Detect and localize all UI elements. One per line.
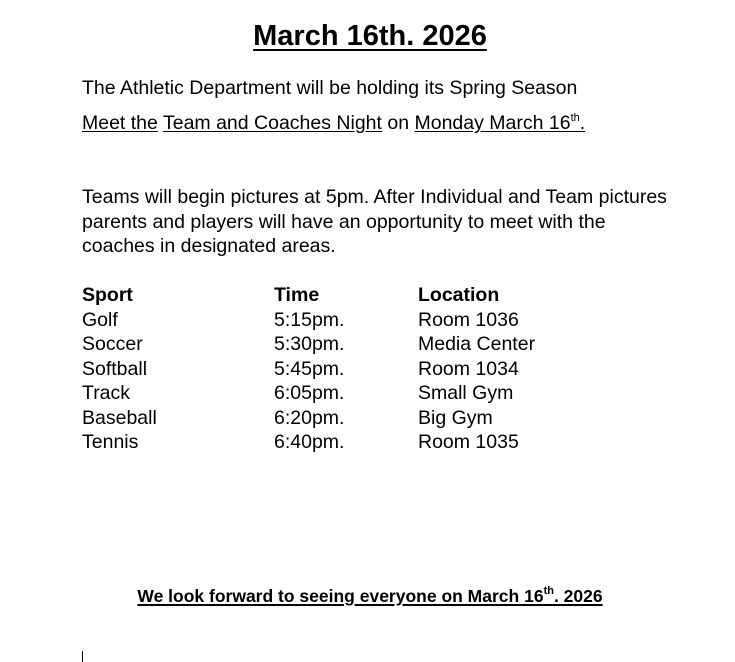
event-date xyxy=(414,112,585,134)
sport-cell: Golf xyxy=(82,308,118,331)
on-text: on xyxy=(387,112,410,134)
sport-cell: Softball xyxy=(82,357,148,380)
header-sport: Sport xyxy=(82,284,133,306)
event-date-main: Monday March 16 xyxy=(414,112,571,134)
time-cell: 6:20pm. xyxy=(274,406,345,429)
closing-year: . 2026 xyxy=(553,586,603,606)
closing-text xyxy=(137,586,602,606)
sport-cell: Track xyxy=(82,382,131,404)
time-cell: 5:30pm. xyxy=(274,333,345,355)
location-cell: Small Gym xyxy=(418,382,514,404)
sport-cell: Soccer xyxy=(82,333,143,355)
sport-cell: Baseball xyxy=(82,406,157,429)
time-cell: 5:15pm. xyxy=(274,308,345,331)
location-cell: Room 1036 xyxy=(418,308,519,331)
event-date-suffix: th xyxy=(570,112,580,124)
closing-suffix: th xyxy=(543,585,554,597)
location-cell: Room 1035 xyxy=(418,431,519,453)
location-cell: Media Center xyxy=(418,333,536,355)
time-cell: 6:40pm. xyxy=(274,431,345,453)
sport-cell: Tennis xyxy=(82,431,139,453)
time-cell: 5:45pm. xyxy=(274,357,345,380)
event-line xyxy=(82,111,585,135)
location-cell: Room 1034 xyxy=(418,357,519,380)
page-title: March 16th. 2026 xyxy=(253,20,487,52)
text-cursor[interactable] xyxy=(82,651,83,662)
closing-main: We look forward to seeing everyone on March 16 xyxy=(137,586,544,606)
header-time: Time xyxy=(274,284,320,306)
location-cell: Big Gym xyxy=(418,406,493,429)
info-paragraph: Teams will begin pictures at 5pm. After Individual and Team pictures parents and players will have an opportunity to meet with the coaches in designated areas. xyxy=(82,186,667,257)
header-location: Location xyxy=(418,284,500,306)
closing-line xyxy=(0,584,735,608)
event-date-period: . xyxy=(579,112,586,134)
intro-line: The Athletic Department will be holding its Spring Season xyxy=(82,77,578,99)
meet-the-text: Meet the xyxy=(82,112,158,134)
event-name: Team and Coaches Night xyxy=(162,112,382,134)
time-cell: 6:05pm. xyxy=(274,382,345,404)
